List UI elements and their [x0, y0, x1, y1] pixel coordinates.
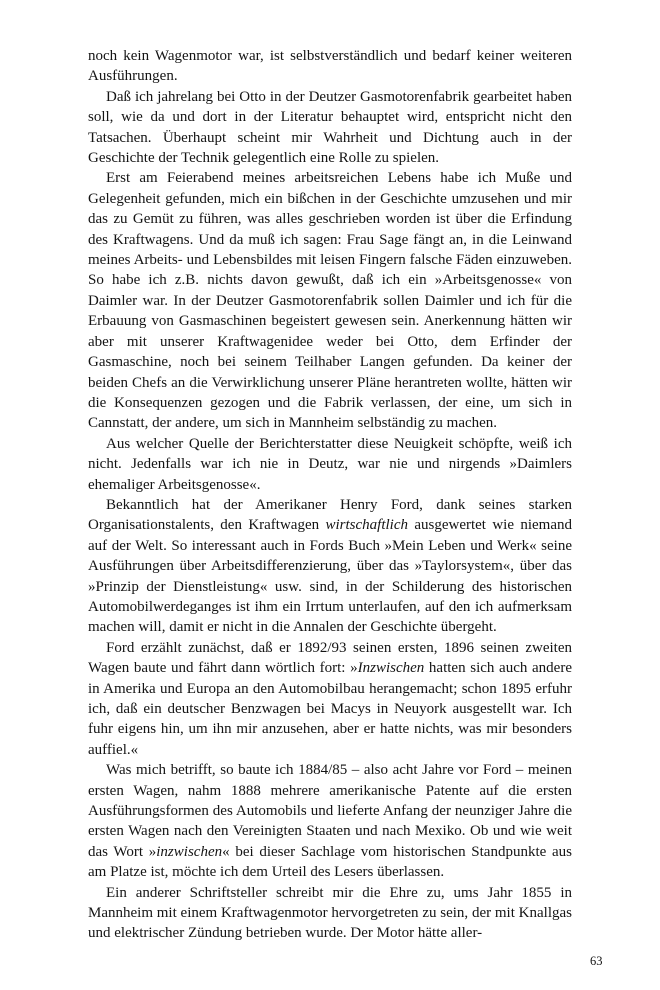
- body-text: Bekanntlich hat der Amerikaner Henry Ford, dank seines starken Organisationstalents, den Kraftwagen: [88, 496, 572, 534]
- body-text: Daß ich jahrelang bei Otto in der Deutzer Gasmotorenfabrik gearbeitet haben soll, wie da und dort in der Literatur behauptet wird, entspricht nicht den Tatsachen. Überhaupt scheint mir Wahrheit und Dichtung auch in der Geschichte der Technik gelegentlich eine Rolle zu spielen.: [88, 88, 572, 167]
- page-number: 63: [590, 954, 603, 968]
- body-text: ausgewertet wie niemand auf der Welt. So interessant auch in Fords Buch »Mein Leben und Werk« seine Ausführungen über Arbeitsdifferenzierung, über das »Taylorsystem«, über das »Prinzip der Dienstleistung« usw. sind, in der Schilderung des historischen Automobilwerdeganges ist ihm ein Irrtum unterlaufen, auf den ich aufmerksam machen will, damit er nicht in die Annalen der Geschichte übergeht.: [88, 517, 572, 636]
- emphasized-text: inzwischen: [156, 843, 223, 860]
- emphasized-text: wirtschaftlich: [325, 517, 408, 534]
- body-text: « bei dieser Sachlage vom historischen Standpunkte aus am Platze ist, möchte ich dem Urteil des Lesers überlassen.: [88, 843, 572, 881]
- paragraph: [88, 638, 572, 760]
- body-text: Aus welcher Quelle der Berichterstatter diese Neuigkeit schöpfte, weiß ich nicht. Jedenfalls war ich nie in Deutz, war nie und nirgends »Daimlers ehemaliger Arbeitsgenosse«.: [88, 435, 572, 493]
- body-text: Ein anderer Schriftsteller schreibt mir die Ehre zu, ums Jahr 1855 in Mannheim mit einem Kraftwagenmotor hervorgetreten zu sein, der mit Knallgas und elektrischer Zündung betrieben wurde. Der Motor hätte aller-: [88, 884, 572, 942]
- paragraph: [88, 434, 572, 495]
- paragraph: [88, 883, 572, 944]
- page-text: [88, 46, 572, 944]
- body-text: hatten sich auch andere in Amerika und Europa an den Automobilbau herangemacht; schon 1895 erfuhr ich, daß ein deutscher Benzwagen bei Macys in Neuyork ausgestellt war. Ich fuhr eigens hin, um ihn mir anzusehen, aber er hatte nichts, was mir besonders auffiel.«: [88, 660, 572, 758]
- body-text: Was mich betrifft, so baute ich 1884/85 – also acht Jahre vor Ford – meinen ersten Wagen, nahm 1888 mehrere amerikanische Patente auf die ersten Ausführungsformen des Automobils und lieferte Anfang der neunziger Jahre die ersten Wagen nach den Vereinigten Staaten und nach Mexiko. Ob und wie weit das Wort »: [88, 762, 572, 860]
- paragraph: [88, 87, 572, 169]
- emphasized-text: Inzwischen: [357, 660, 425, 677]
- paragraph: [88, 495, 572, 638]
- paragraph: [88, 168, 572, 433]
- body-text: Ford erzählt zunächst, daß er 1892/93 seinen ersten, 1896 seinen zweiten Wagen baute und fährt dann wörtlich fort: »: [88, 639, 572, 677]
- body-text: Erst am Feierabend meines arbeitsreichen Lebens habe ich Muße und Gelegenheit gefunden, mich ein bißchen in der Geschichte umzusehen und mir das zu Gemüt zu führen, was alles geschrieben worden ist über die Erfindung des Kraftwagens. Und da muß ich sagen: Frau Sage fängt an, in die Leinwand meines Arbeits- und Lebensbildes mit leisen Fingern falsche Fäden einzuweben. So habe ich z.B. nichts davon gewußt, daß ich ein »Arbeitsgenosse« von Daimler war. In der Deutzer Gasmotorenfabrik sollen Daimler und ich für die Erbauung von Gasmaschinen begeistert gewesen sein. Anerkennung hätten wir aber mit unserer Kraftwagenidee weder bei Otto, dem Erfinder der Gasmaschine, noch bei seinem Teilhaber Langen gefunden. Da keiner der beiden Chefs an die Verwirklichung unserer Pläne herantreten wollte, hätten wir die Konsequenzen gezogen und die Fabrik verlassen, der eine, um sich in Cannstatt, der andere, um sich in Mannheim selbständig zu machen.: [88, 170, 572, 432]
- body-text: noch kein Wagenmotor war, ist selbstverständlich und bedarf keiner weiteren Ausführungen.: [88, 48, 572, 85]
- paragraph: [88, 46, 572, 87]
- paragraph: [88, 760, 572, 882]
